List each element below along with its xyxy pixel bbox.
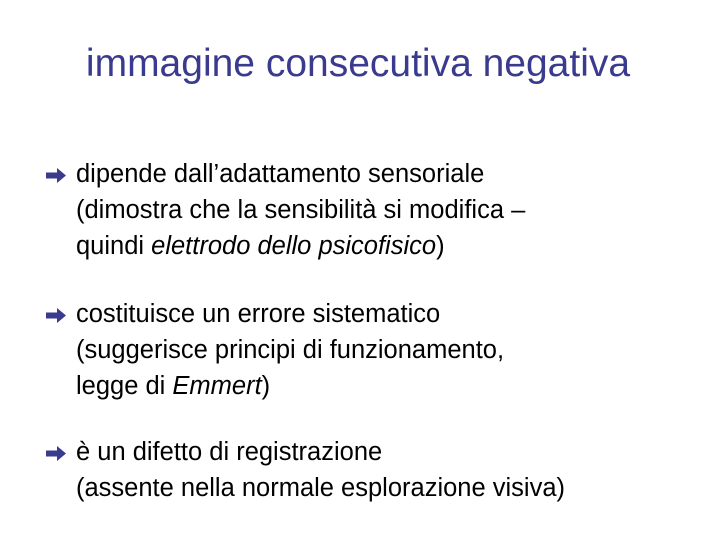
bullet-line: (suggerisce principi di funzionamento, (76, 336, 505, 364)
bullet-line: è un difetto di registrazione (76, 438, 383, 466)
bullet-text (76, 156, 525, 264)
bullet-line: (assente nella normale esplorazione visiva) (76, 474, 565, 502)
bullet-line: (dimostra che la sensibilità si modifica – (76, 196, 526, 224)
bullet-line-italic: elettrodo dello psicofisico (151, 232, 437, 260)
bullet-line (76, 228, 525, 264)
bullet-text (76, 434, 565, 506)
right-arrow-icon (46, 308, 66, 323)
bullet-line-italic: Emmert (172, 372, 262, 400)
bullet-text (76, 296, 504, 404)
bullet-line: dipende dall’adattamento sensoriale (76, 160, 485, 188)
bullet-line: costituisce un errore sistematico (76, 300, 441, 328)
bullet-line (76, 368, 504, 404)
bullet-line-text: quindi (76, 232, 152, 260)
right-arrow-icon (46, 446, 66, 461)
right-arrow-icon (46, 168, 66, 183)
bullet-line-text: ) (436, 232, 445, 260)
slide-title: immagine consecutiva negativa (85, 42, 631, 85)
bullet-line-text: legge di (76, 372, 173, 400)
bullet-line-text: ) (261, 372, 271, 400)
